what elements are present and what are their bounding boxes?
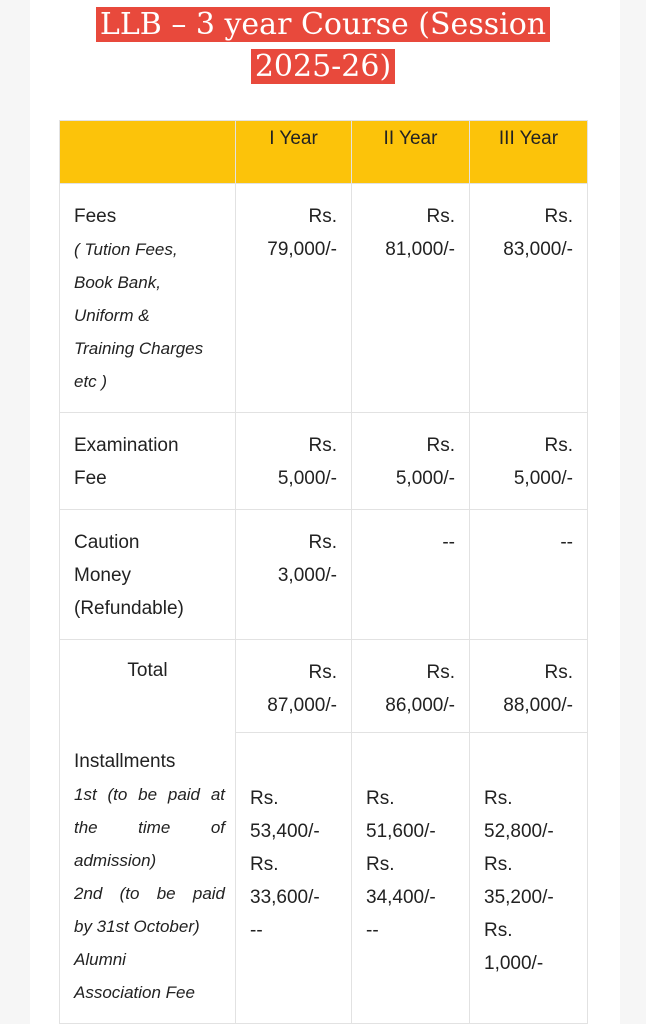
- total-label: Total: [127, 660, 168, 681]
- caution-year-1: [236, 510, 352, 640]
- installments-year-1: [236, 733, 352, 1024]
- fees-year-1: [236, 184, 352, 413]
- table-row-fees: [60, 184, 588, 413]
- fees-year-2: [352, 184, 470, 413]
- caution-label-1: Caution: [74, 532, 140, 553]
- installments-sub-7: Association Fee: [74, 983, 195, 1002]
- header-empty: [60, 121, 236, 184]
- exam-y2-currency: Rs.: [426, 435, 455, 456]
- caution-year-3: [470, 510, 588, 640]
- caution-label-2: Money: [74, 565, 132, 586]
- fees-sub-4: Training Charges: [74, 339, 204, 358]
- course-title-text: [96, 7, 550, 84]
- caution-y3-value: --: [560, 532, 573, 553]
- installments-sub-6: Alumni: [74, 950, 126, 969]
- installments-y1-rs-1: Rs.: [250, 788, 279, 810]
- fees-y3-currency: Rs.: [544, 206, 573, 227]
- installments-y1-alumni: --: [250, 920, 263, 942]
- installments-sub-1: 1st (to be paid at: [74, 785, 225, 804]
- table-row-exam: [60, 413, 588, 510]
- total-year-2: [352, 640, 470, 733]
- total-y2-currency: Rs.: [426, 662, 455, 683]
- installments-y2-spacer: [366, 749, 461, 782]
- fees-label: Fees: [74, 206, 117, 227]
- table-row-total: [60, 640, 588, 733]
- exam-y2-amount: 5,000/-: [395, 468, 455, 489]
- exam-label-cell: [60, 413, 236, 510]
- header-year-1: I Year: [236, 121, 352, 184]
- total-y1-currency: Rs.: [308, 662, 337, 683]
- installments-y2-rs-1: Rs.: [366, 788, 395, 810]
- installments-y3-rs-2: Rs.: [484, 854, 513, 876]
- table-row-caution: [60, 510, 588, 640]
- installments-y3-first: 52,800/-: [484, 821, 554, 843]
- exam-year-2: [352, 413, 470, 510]
- exam-y3-currency: Rs.: [544, 435, 573, 456]
- exam-year-3: [470, 413, 588, 510]
- caution-label-cell: [60, 510, 236, 640]
- installments-y2-first: 51,600/-: [366, 821, 436, 843]
- fees-y1-amount: 79,000/-: [267, 239, 337, 260]
- title-line-1: LLB – 3 year Course (Session: [99, 7, 547, 42]
- header-year-2: II Year: [352, 121, 470, 184]
- header-year-3: III Year: [470, 121, 588, 184]
- page-gutter-left: [0, 0, 30, 1024]
- total-y3-amount: 88,000/-: [503, 695, 573, 716]
- exam-label-1: Examination: [74, 435, 179, 456]
- fees-label-cell: [60, 184, 236, 413]
- installments-year-3: [470, 733, 588, 1024]
- fees-y3-amount: 83,000/-: [503, 239, 573, 260]
- installments-y3-rs-1: Rs.: [484, 788, 513, 810]
- fees-sub-5: etc ): [74, 372, 108, 391]
- header-row: [60, 121, 588, 184]
- page-gutter-right: [620, 0, 646, 1024]
- caution-year-2: [352, 510, 470, 640]
- installments-y3-spacer: [484, 749, 579, 782]
- exam-y1-currency: Rs.: [308, 435, 337, 456]
- installments-y3-rs-3: Rs.: [484, 920, 513, 942]
- installments-y1-first: 53,400/-: [250, 821, 320, 843]
- installments-sub-2: the time of: [74, 818, 225, 837]
- total-year-1: [236, 640, 352, 733]
- exam-year-1: [236, 413, 352, 510]
- total-y1-amount: 87,000/-: [267, 695, 337, 716]
- course-title: [0, 4, 646, 88]
- installments-y1-second: 33,600/-: [250, 887, 320, 909]
- fees-year-3: [470, 184, 588, 413]
- installments-sub-3: admission): [74, 851, 157, 870]
- fees-sub-2: Book Bank,: [74, 273, 161, 292]
- installments-y1-rs-2: Rs.: [250, 854, 279, 876]
- installments-y3-alumni: 1,000/-: [484, 953, 544, 975]
- total-y2-amount: 86,000/-: [385, 695, 455, 716]
- fees-y2-amount: 81,000/-: [385, 239, 455, 260]
- installments-y1-spacer: [250, 749, 343, 782]
- caution-y1-amount: 3,000/-: [277, 565, 337, 586]
- fees-y2-currency: Rs.: [426, 206, 455, 227]
- installments-sub-5: by 31st October): [74, 917, 200, 936]
- installments-label: Installments: [74, 751, 176, 772]
- fees-sub-3: Uniform &: [74, 306, 150, 325]
- caution-y2-value: --: [442, 532, 455, 553]
- total-installments-label-cell: [60, 640, 236, 1024]
- fees-y1-currency: Rs.: [308, 206, 337, 227]
- exam-label-2: Fee: [74, 468, 107, 489]
- fees-sub-1: ( Tution Fees,: [74, 240, 178, 259]
- installments-y3-second: 35,200/-: [484, 887, 554, 909]
- installments-y2-rs-2: Rs.: [366, 854, 395, 876]
- fee-table: [59, 120, 588, 1024]
- total-y3-currency: Rs.: [544, 662, 573, 683]
- installments-y2-second: 34,400/-: [366, 887, 436, 909]
- installments-year-2: [352, 733, 470, 1024]
- installments-sub-4: 2nd (to be paid: [74, 884, 225, 903]
- caution-y1-currency: Rs.: [308, 532, 337, 553]
- exam-y1-amount: 5,000/-: [277, 468, 337, 489]
- installments-y2-alumni: --: [366, 920, 379, 942]
- total-year-3: [470, 640, 588, 733]
- exam-y3-amount: 5,000/-: [513, 468, 573, 489]
- title-line-2: 2025-26): [254, 49, 392, 84]
- caution-label-3: (Refundable): [74, 598, 184, 619]
